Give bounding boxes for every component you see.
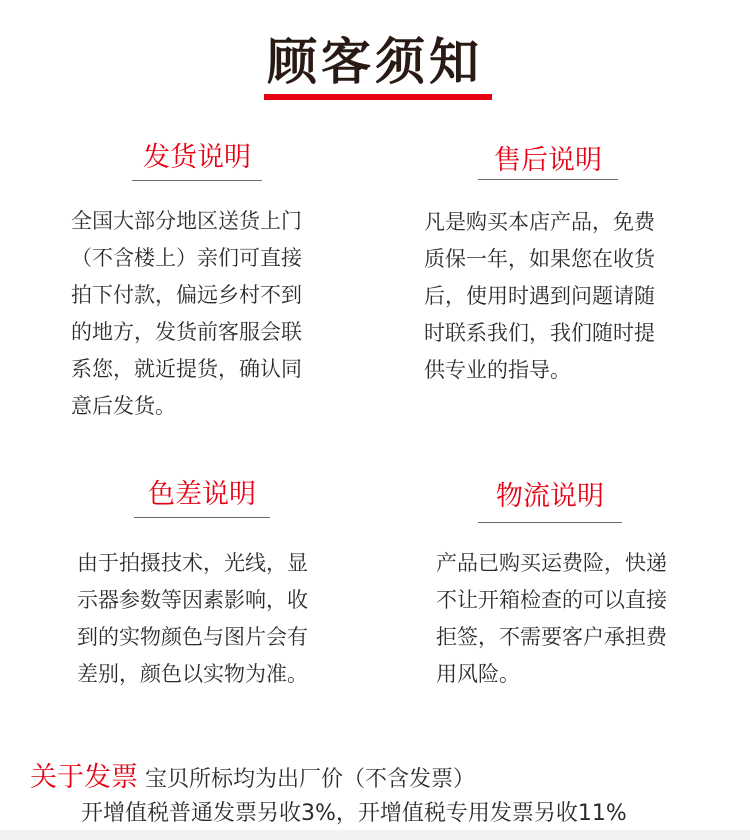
after-sales-heading: 售后说明 (494, 145, 602, 176)
after-sales-body: 凡是购买本店产品，免费 质保一年，如果您在收货 后，使用时遇到问题请随 时联系我们，我们随时提 供专业的指导。 (424, 210, 655, 382)
color-difference-heading-rule (134, 517, 270, 518)
shipping-heading-rule (132, 180, 262, 181)
logistics-body: 产品已购买运费险，快递 不让开箱检查的可以直接 拒签，不需要客户承担费 用风险。 (436, 551, 667, 686)
invoice-tax-note: 开增值税普通发票另收3%，开增值税专用发票另收11% (81, 801, 627, 826)
invoice-price-note: 宝贝所标均为出厂价（不含发票） (138, 767, 475, 792)
bottom-divider (0, 830, 750, 840)
after-sales-heading-rule (478, 179, 618, 180)
color-difference-heading: 色差说明 (148, 479, 256, 510)
shipping-heading: 发货说明 (143, 142, 251, 173)
color-difference-body: 由于拍摄技术，光线，显 示器参数等因素影响，收 到的实物颜色与图片会有 差别，颜色以实物为准。 (77, 551, 308, 686)
invoice-first-line (30, 760, 740, 798)
invoice-note (30, 760, 740, 826)
page-title: 顾客须知 (267, 33, 483, 91)
logistics-heading: 物流说明 (496, 481, 604, 512)
logistics-heading-rule (478, 522, 622, 523)
invoice-label: 关于发票 (30, 762, 138, 793)
shipping-body: 全国大部分地区送货上门 （不含楼上）亲们可直接 拍下付款，偏远乡村不到 的地方，发货前客服会联 系您，就近提货，确认同 意后发货。 (71, 209, 302, 418)
title-underline (264, 94, 492, 100)
